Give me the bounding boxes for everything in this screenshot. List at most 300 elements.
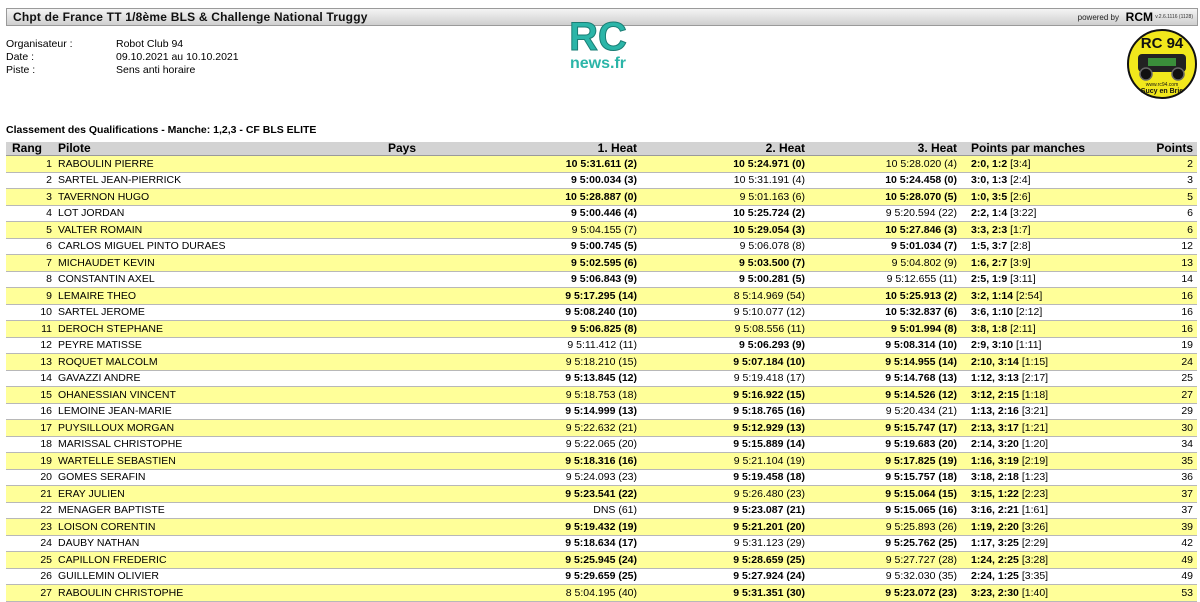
cell-heat1: 9 5:25.945 (24) bbox=[478, 552, 643, 569]
cell-rank: 11 bbox=[6, 321, 58, 338]
cell-rank: 16 bbox=[6, 403, 58, 420]
cell-country bbox=[388, 568, 478, 585]
col-heat2[interactable]: 2. Heat bbox=[643, 142, 811, 156]
cell-points: 34 bbox=[1111, 436, 1197, 453]
info-label: Date : bbox=[6, 51, 35, 63]
dropped-result: [3:21] bbox=[1021, 405, 1049, 418]
version-label: v.2.6.1116 (1128) bbox=[1155, 14, 1193, 20]
cell-rank: 21 bbox=[6, 486, 58, 503]
cell-heat2: 10 5:29.054 (3) bbox=[643, 222, 811, 239]
cell-pilot: ERAY JULIEN bbox=[58, 486, 388, 503]
cell-country bbox=[388, 156, 478, 173]
cell-heat1: 9 5:00.745 (5) bbox=[478, 238, 643, 255]
cell-heat2: 9 5:26.480 (23) bbox=[643, 486, 811, 503]
cell-heat3: 9 5:15.757 (18) bbox=[811, 469, 963, 486]
dropped-result: [2:54] bbox=[1015, 289, 1043, 302]
cell-rank: 15 bbox=[6, 387, 58, 404]
col-points-by-round[interactable]: Points par manches bbox=[963, 142, 1111, 156]
cell-points: 19 bbox=[1111, 337, 1197, 354]
cell-points: 42 bbox=[1111, 535, 1197, 552]
cell-rank: 24 bbox=[6, 535, 58, 552]
dropped-result: [2:11] bbox=[1010, 322, 1036, 335]
cell-heat2: 9 5:31.123 (29) bbox=[643, 535, 811, 552]
cell-rank: 23 bbox=[6, 519, 58, 536]
dropped-result: [1:15] bbox=[1021, 355, 1049, 368]
dropped-result: [2:17] bbox=[1021, 372, 1049, 385]
dropped-result: [3:28] bbox=[1021, 553, 1049, 566]
dropped-result: [1:23] bbox=[1021, 471, 1049, 484]
cell-heat3: 9 5:19.683 (20) bbox=[811, 436, 963, 453]
cell-points-by-round bbox=[963, 337, 1111, 354]
cell-points-by-round bbox=[963, 205, 1111, 222]
cell-rank: 8 bbox=[6, 271, 58, 288]
rcnews-logo-news: news.fr bbox=[569, 55, 627, 72]
cell-points: 49 bbox=[1111, 552, 1197, 569]
cell-points: 2 bbox=[1111, 156, 1197, 173]
cell-heat2: 9 5:08.556 (11) bbox=[643, 321, 811, 338]
dropped-result: [2:12] bbox=[1015, 306, 1043, 319]
cell-heat1: 9 5:04.155 (7) bbox=[478, 222, 643, 239]
counted-results: 1:17, 3:25 bbox=[971, 537, 1022, 550]
cell-country bbox=[388, 387, 478, 404]
cell-heat1: 10 5:31.611 (2) bbox=[478, 156, 643, 173]
col-rank[interactable]: Rang bbox=[6, 142, 58, 156]
cell-heat3: 10 5:32.837 (6) bbox=[811, 304, 963, 321]
cell-points-by-round bbox=[963, 453, 1111, 470]
cell-points: 16 bbox=[1111, 304, 1197, 321]
cell-heat1: 9 5:18.753 (18) bbox=[478, 387, 643, 404]
cell-heat1: 9 5:24.093 (23) bbox=[478, 469, 643, 486]
cell-country bbox=[388, 288, 478, 305]
table-row[interactable] bbox=[6, 205, 1197, 222]
counted-results: 2:10, 3:14 bbox=[971, 355, 1022, 368]
cell-rank: 25 bbox=[6, 552, 58, 569]
cell-rank: 7 bbox=[6, 255, 58, 272]
results-table bbox=[6, 142, 1197, 602]
cell-points: 3 bbox=[1111, 172, 1197, 189]
dropped-result: [2:19] bbox=[1021, 454, 1049, 467]
cell-points-by-round bbox=[963, 502, 1111, 519]
cell-pilot: GOMES SERAFIN bbox=[58, 469, 388, 486]
cell-heat2: 9 5:16.922 (15) bbox=[643, 387, 811, 404]
cell-points: 53 bbox=[1111, 585, 1197, 602]
powered-by-label: powered by bbox=[1077, 13, 1119, 22]
cell-country bbox=[388, 337, 478, 354]
cell-rank: 22 bbox=[6, 502, 58, 519]
cell-pilot: PEYRE MATISSE bbox=[58, 337, 388, 354]
counted-results: 2:24, 1:25 bbox=[971, 570, 1022, 583]
cell-rank: 9 bbox=[6, 288, 58, 305]
table-row[interactable] bbox=[6, 403, 1197, 420]
counted-results: 1:13, 2:16 bbox=[971, 405, 1022, 418]
cell-pilot: LOT JORDAN bbox=[58, 205, 388, 222]
cell-rank: 26 bbox=[6, 568, 58, 585]
cell-points: 16 bbox=[1111, 288, 1197, 305]
cell-heat1: 9 5:18.210 (15) bbox=[478, 354, 643, 371]
dropped-result: [3:26] bbox=[1021, 520, 1049, 533]
cell-heat1: DNS (61) bbox=[478, 502, 643, 519]
table-row[interactable] bbox=[6, 568, 1197, 585]
cell-heat2: 9 5:07.184 (10) bbox=[643, 354, 811, 371]
cell-pilot: LOISON CORENTIN bbox=[58, 519, 388, 536]
cell-heat3: 9 5:15.065 (16) bbox=[811, 502, 963, 519]
cell-country bbox=[388, 469, 478, 486]
table-row[interactable] bbox=[6, 420, 1197, 437]
cell-heat2: 9 5:19.458 (18) bbox=[643, 469, 811, 486]
cell-points: 39 bbox=[1111, 519, 1197, 536]
dropped-result: [2:4] bbox=[1010, 174, 1031, 187]
counted-results: 1:16, 3:19 bbox=[971, 454, 1022, 467]
counted-results: 3:8, 1:8 bbox=[971, 322, 1011, 335]
cell-country bbox=[388, 238, 478, 255]
cell-heat2: 9 5:06.293 (9) bbox=[643, 337, 811, 354]
cell-country bbox=[388, 354, 478, 371]
club-logo-location: Sucy en Brie bbox=[1140, 88, 1184, 95]
cell-points: 30 bbox=[1111, 420, 1197, 437]
cell-heat2: 9 5:21.201 (20) bbox=[643, 519, 811, 536]
table-row[interactable] bbox=[6, 502, 1197, 519]
counted-results: 1:0, 3:5 bbox=[971, 190, 1011, 203]
cell-country bbox=[388, 304, 478, 321]
dropped-result: [1:21] bbox=[1021, 421, 1049, 434]
table-row[interactable] bbox=[6, 271, 1197, 288]
cell-heat1: 9 5:29.659 (25) bbox=[478, 568, 643, 585]
table-row[interactable] bbox=[6, 436, 1197, 453]
cell-rank: 12 bbox=[6, 337, 58, 354]
cell-heat3: 9 5:12.655 (11) bbox=[811, 271, 963, 288]
counted-results: 3:15, 1:22 bbox=[971, 487, 1022, 500]
cell-points-by-round bbox=[963, 403, 1111, 420]
table-row[interactable] bbox=[6, 304, 1197, 321]
cell-heat3: 9 5:08.314 (10) bbox=[811, 337, 963, 354]
dropped-result: [3:22] bbox=[1010, 207, 1037, 220]
cell-heat1: 9 5:08.240 (10) bbox=[478, 304, 643, 321]
info-row-organizer bbox=[6, 38, 239, 51]
dropped-result: [1:20] bbox=[1021, 438, 1049, 451]
info-row-date bbox=[6, 51, 239, 64]
cell-points: 13 bbox=[1111, 255, 1197, 272]
page-title: Chpt de France TT 1/8ème BLS & Challenge National Truggy bbox=[13, 10, 368, 24]
table-header-row bbox=[6, 142, 1197, 156]
cell-points: 16 bbox=[1111, 321, 1197, 338]
cell-heat2: 9 5:12.929 (13) bbox=[643, 420, 811, 437]
cell-heat3: 9 5:04.802 (9) bbox=[811, 255, 963, 272]
cell-heat3: 9 5:14.526 (12) bbox=[811, 387, 963, 404]
cell-points: 49 bbox=[1111, 568, 1197, 585]
section-title: Classement des Qualifications - Manche: 1,2,3 - CF BLS ELITE bbox=[6, 124, 317, 136]
cell-heat3: 10 5:28.020 (4) bbox=[811, 156, 963, 173]
cell-heat2: 9 5:03.500 (7) bbox=[643, 255, 811, 272]
dropped-result: [2:29] bbox=[1021, 537, 1049, 550]
cell-points-by-round bbox=[963, 436, 1111, 453]
table-row[interactable] bbox=[6, 321, 1197, 338]
cell-heat2: 9 5:15.889 (14) bbox=[643, 436, 811, 453]
cell-heat1: 9 5:00.034 (3) bbox=[478, 172, 643, 189]
cell-rank: 1 bbox=[6, 156, 58, 173]
table-row[interactable] bbox=[6, 453, 1197, 470]
cell-country bbox=[388, 502, 478, 519]
col-heat1[interactable]: 1. Heat bbox=[478, 142, 643, 156]
cell-heat2: 9 5:06.078 (8) bbox=[643, 238, 811, 255]
dropped-result: [1:18] bbox=[1021, 388, 1049, 401]
cell-heat2: 10 5:25.724 (2) bbox=[643, 205, 811, 222]
table-row[interactable] bbox=[6, 469, 1197, 486]
cell-points: 6 bbox=[1111, 205, 1197, 222]
club-logo bbox=[1126, 28, 1198, 100]
table-row[interactable] bbox=[6, 387, 1197, 404]
col-pilot[interactable]: Pilote bbox=[58, 142, 388, 156]
cell-country bbox=[388, 172, 478, 189]
cell-rank: 3 bbox=[6, 189, 58, 206]
cell-heat3: 9 5:20.434 (21) bbox=[811, 403, 963, 420]
cell-heat2: 9 5:00.281 (5) bbox=[643, 271, 811, 288]
counted-results: 3:6, 1:10 bbox=[971, 306, 1016, 319]
club-logo-website: www.rc94.com bbox=[1145, 82, 1179, 88]
cell-heat1: 8 5:04.195 (40) bbox=[478, 585, 643, 602]
cell-heat3: 9 5:14.768 (13) bbox=[811, 370, 963, 387]
counted-results: 1:24, 2:25 bbox=[971, 553, 1022, 566]
cell-rank: 13 bbox=[6, 354, 58, 371]
cell-country bbox=[388, 535, 478, 552]
cell-points-by-round bbox=[963, 238, 1111, 255]
cell-rank: 4 bbox=[6, 205, 58, 222]
cell-heat3: 10 5:25.913 (2) bbox=[811, 288, 963, 305]
cell-pilot: LEMOINE JEAN-MARIE bbox=[58, 403, 388, 420]
cell-rank: 2 bbox=[6, 172, 58, 189]
cell-heat1: 9 5:14.999 (13) bbox=[478, 403, 643, 420]
cell-points-by-round bbox=[963, 519, 1111, 536]
table-row[interactable] bbox=[6, 552, 1197, 569]
dropped-result: [1:7] bbox=[1010, 223, 1031, 236]
cell-heat1: 9 5:06.825 (8) bbox=[478, 321, 643, 338]
brand-name: RCM bbox=[1125, 10, 1153, 24]
counted-results: 3:2, 1:14 bbox=[971, 289, 1016, 302]
cell-points-by-round bbox=[963, 255, 1111, 272]
cell-heat1: 9 5:00.446 (4) bbox=[478, 205, 643, 222]
cell-heat3: 9 5:17.825 (19) bbox=[811, 453, 963, 470]
cell-points: 35 bbox=[1111, 453, 1197, 470]
cell-points: 27 bbox=[1111, 387, 1197, 404]
cell-heat2: 8 5:14.969 (54) bbox=[643, 288, 811, 305]
cell-points-by-round bbox=[963, 535, 1111, 552]
counted-results: 1:5, 3:7 bbox=[971, 240, 1011, 253]
dropped-result: [2:8] bbox=[1010, 240, 1031, 253]
cell-heat3: 9 5:14.955 (14) bbox=[811, 354, 963, 371]
table-row[interactable] bbox=[6, 519, 1197, 536]
cell-heat3: 9 5:25.762 (25) bbox=[811, 535, 963, 552]
table-row[interactable] bbox=[6, 222, 1197, 239]
counted-results: 2:14, 3:20 bbox=[971, 438, 1022, 451]
counted-results: 1:12, 3:13 bbox=[971, 372, 1022, 385]
table-row[interactable] bbox=[6, 288, 1197, 305]
cell-points: 25 bbox=[1111, 370, 1197, 387]
col-points[interactable]: Points bbox=[1111, 142, 1197, 156]
cell-pilot: RABOULIN CHRISTOPHE bbox=[58, 585, 388, 602]
cell-country bbox=[388, 321, 478, 338]
cell-heat1: 9 5:06.843 (9) bbox=[478, 271, 643, 288]
cell-rank: 18 bbox=[6, 436, 58, 453]
cell-country bbox=[388, 486, 478, 503]
cell-rank: 14 bbox=[6, 370, 58, 387]
cell-points: 14 bbox=[1111, 271, 1197, 288]
cell-pilot: CARLOS MIGUEL PINTO DURAES bbox=[58, 238, 388, 255]
cell-pilot: DAUBY NATHAN bbox=[58, 535, 388, 552]
cell-heat1: 9 5:18.634 (17) bbox=[478, 535, 643, 552]
cell-points-by-round bbox=[963, 585, 1111, 602]
cell-pilot: CONSTANTIN AXEL bbox=[58, 271, 388, 288]
cell-pilot: GAVAZZI ANDRE bbox=[58, 370, 388, 387]
table-row[interactable] bbox=[6, 486, 1197, 503]
dropped-result: [3:11] bbox=[1010, 273, 1036, 286]
dropped-result: [2:6] bbox=[1010, 190, 1031, 203]
table-row[interactable] bbox=[6, 238, 1197, 255]
cell-pilot: MARISSAL CHRISTOPHE bbox=[58, 436, 388, 453]
cell-heat3: 9 5:25.893 (26) bbox=[811, 519, 963, 536]
cell-pilot: SARTEL JEROME bbox=[58, 304, 388, 321]
counted-results: 2:5, 1:9 bbox=[971, 273, 1011, 286]
cell-heat1: 9 5:17.295 (14) bbox=[478, 288, 643, 305]
cell-pilot: RABOULIN PIERRE bbox=[58, 156, 388, 173]
rcnews-logo-rc: RC bbox=[569, 15, 627, 59]
col-heat3[interactable]: 3. Heat bbox=[811, 142, 963, 156]
cell-country bbox=[388, 222, 478, 239]
cell-heat3: 9 5:32.030 (35) bbox=[811, 568, 963, 585]
cell-points-by-round bbox=[963, 552, 1111, 569]
table-row[interactable] bbox=[6, 337, 1197, 354]
cell-heat1: 9 5:22.065 (20) bbox=[478, 436, 643, 453]
cell-points-by-round bbox=[963, 222, 1111, 239]
cell-points-by-round bbox=[963, 288, 1111, 305]
counted-results: 2:0, 1:2 bbox=[971, 157, 1011, 170]
cell-points-by-round bbox=[963, 354, 1111, 371]
cell-points-by-round bbox=[963, 469, 1111, 486]
cell-pilot: MENAGER BAPTISTE bbox=[58, 502, 388, 519]
cell-heat1: 9 5:19.432 (19) bbox=[478, 519, 643, 536]
cell-points: 5 bbox=[1111, 189, 1197, 206]
cell-heat3: 9 5:15.747 (17) bbox=[811, 420, 963, 437]
cell-heat3: 10 5:28.070 (5) bbox=[811, 189, 963, 206]
cell-points-by-round bbox=[963, 486, 1111, 503]
cell-pilot: TAVERNON HUGO bbox=[58, 189, 388, 206]
cell-pilot: VALTER ROMAIN bbox=[58, 222, 388, 239]
cell-pilot: MICHAUDET KEVIN bbox=[58, 255, 388, 272]
table-row[interactable] bbox=[6, 354, 1197, 371]
club-logo-title: RC 94 bbox=[1140, 35, 1184, 52]
cell-country bbox=[388, 205, 478, 222]
cell-heat2: 9 5:19.418 (17) bbox=[643, 370, 811, 387]
dropped-result: [1:61] bbox=[1021, 504, 1049, 517]
counted-results: 3:16, 2:21 bbox=[971, 504, 1022, 517]
counted-results: 3:0, 1:3 bbox=[971, 174, 1011, 187]
cell-heat3: 9 5:01.994 (8) bbox=[811, 321, 963, 338]
table-row[interactable] bbox=[6, 255, 1197, 272]
table-row[interactable] bbox=[6, 585, 1197, 602]
table-row[interactable] bbox=[6, 156, 1197, 173]
cell-points-by-round bbox=[963, 568, 1111, 585]
cell-pilot: LEMAIRE THEO bbox=[58, 288, 388, 305]
cell-points: 12 bbox=[1111, 238, 1197, 255]
dropped-result: [1:40] bbox=[1021, 586, 1049, 599]
cell-country bbox=[388, 436, 478, 453]
counted-results: 3:12, 2:15 bbox=[971, 388, 1022, 401]
cell-heat2: 9 5:23.087 (21) bbox=[643, 502, 811, 519]
cell-rank: 20 bbox=[6, 469, 58, 486]
cell-rank: 17 bbox=[6, 420, 58, 437]
cell-pilot: CAPILLON FREDERIC bbox=[58, 552, 388, 569]
counted-results: 3:18, 2:18 bbox=[971, 471, 1022, 484]
cell-heat2: 9 5:31.351 (30) bbox=[643, 585, 811, 602]
table-row[interactable] bbox=[6, 370, 1197, 387]
cell-heat1: 9 5:18.316 (16) bbox=[478, 453, 643, 470]
info-value: Robot Club 94 bbox=[116, 38, 184, 50]
cell-heat3: 10 5:27.846 (3) bbox=[811, 222, 963, 239]
cell-country bbox=[388, 420, 478, 437]
cell-heat3: 9 5:27.727 (28) bbox=[811, 552, 963, 569]
cell-points: 37 bbox=[1111, 486, 1197, 503]
info-label: Piste : bbox=[6, 64, 36, 76]
cell-heat1: 9 5:22.632 (21) bbox=[478, 420, 643, 437]
info-value: Sens anti horaire bbox=[116, 64, 196, 76]
table-row[interactable] bbox=[6, 535, 1197, 552]
cell-points: 24 bbox=[1111, 354, 1197, 371]
cell-points-by-round bbox=[963, 304, 1111, 321]
cell-points-by-round bbox=[963, 172, 1111, 189]
cell-heat2: 9 5:10.077 (12) bbox=[643, 304, 811, 321]
cell-rank: 5 bbox=[6, 222, 58, 239]
counted-results: 1:6, 2:7 bbox=[971, 256, 1011, 269]
rcnews-logo bbox=[556, 14, 640, 72]
cell-points-by-round bbox=[963, 321, 1111, 338]
cell-heat2: 9 5:28.659 (25) bbox=[643, 552, 811, 569]
cell-heat2: 9 5:27.924 (24) bbox=[643, 568, 811, 585]
counted-results: 3:23, 2:30 bbox=[971, 586, 1022, 599]
cell-heat3: 9 5:01.034 (7) bbox=[811, 238, 963, 255]
cell-heat1: 10 5:28.887 (0) bbox=[478, 189, 643, 206]
info-value: 09.10.2021 au 10.10.2021 bbox=[116, 51, 239, 63]
counted-results: 2:13, 3:17 bbox=[971, 421, 1022, 434]
dropped-result: [2:23] bbox=[1021, 487, 1049, 500]
cell-points-by-round bbox=[963, 387, 1111, 404]
table-row[interactable] bbox=[6, 172, 1197, 189]
col-country[interactable]: Pays bbox=[388, 142, 478, 156]
table-row[interactable] bbox=[6, 189, 1197, 206]
cell-heat2: 9 5:01.163 (6) bbox=[643, 189, 811, 206]
cell-heat1: 9 5:02.595 (6) bbox=[478, 255, 643, 272]
cell-country bbox=[388, 585, 478, 602]
cell-points: 37 bbox=[1111, 502, 1197, 519]
cell-pilot: WARTELLE SEBASTIEN bbox=[58, 453, 388, 470]
info-label: Organisateur : bbox=[6, 38, 73, 50]
cell-pilot: ROQUET MALCOLM bbox=[58, 354, 388, 371]
cell-points: 6 bbox=[1111, 222, 1197, 239]
cell-heat2: 9 5:21.104 (19) bbox=[643, 453, 811, 470]
cell-rank: 19 bbox=[6, 453, 58, 470]
cell-pilot: DEROCH STEPHANE bbox=[58, 321, 388, 338]
dropped-result: [1:11] bbox=[1015, 339, 1042, 352]
dropped-result: [3:4] bbox=[1010, 157, 1031, 170]
cell-pilot: SARTEL JEAN-PIERRICK bbox=[58, 172, 388, 189]
cell-rank: 10 bbox=[6, 304, 58, 321]
cell-heat2: 10 5:24.971 (0) bbox=[643, 156, 811, 173]
cell-rank: 27 bbox=[6, 585, 58, 602]
cell-heat2: 10 5:31.191 (4) bbox=[643, 172, 811, 189]
cell-country bbox=[388, 255, 478, 272]
dropped-result: [3:35] bbox=[1021, 570, 1049, 583]
cell-points-by-round bbox=[963, 370, 1111, 387]
cell-points-by-round bbox=[963, 189, 1111, 206]
cell-pilot: PUYSILLOUX MORGAN bbox=[58, 420, 388, 437]
dropped-result: [3:9] bbox=[1010, 256, 1031, 269]
